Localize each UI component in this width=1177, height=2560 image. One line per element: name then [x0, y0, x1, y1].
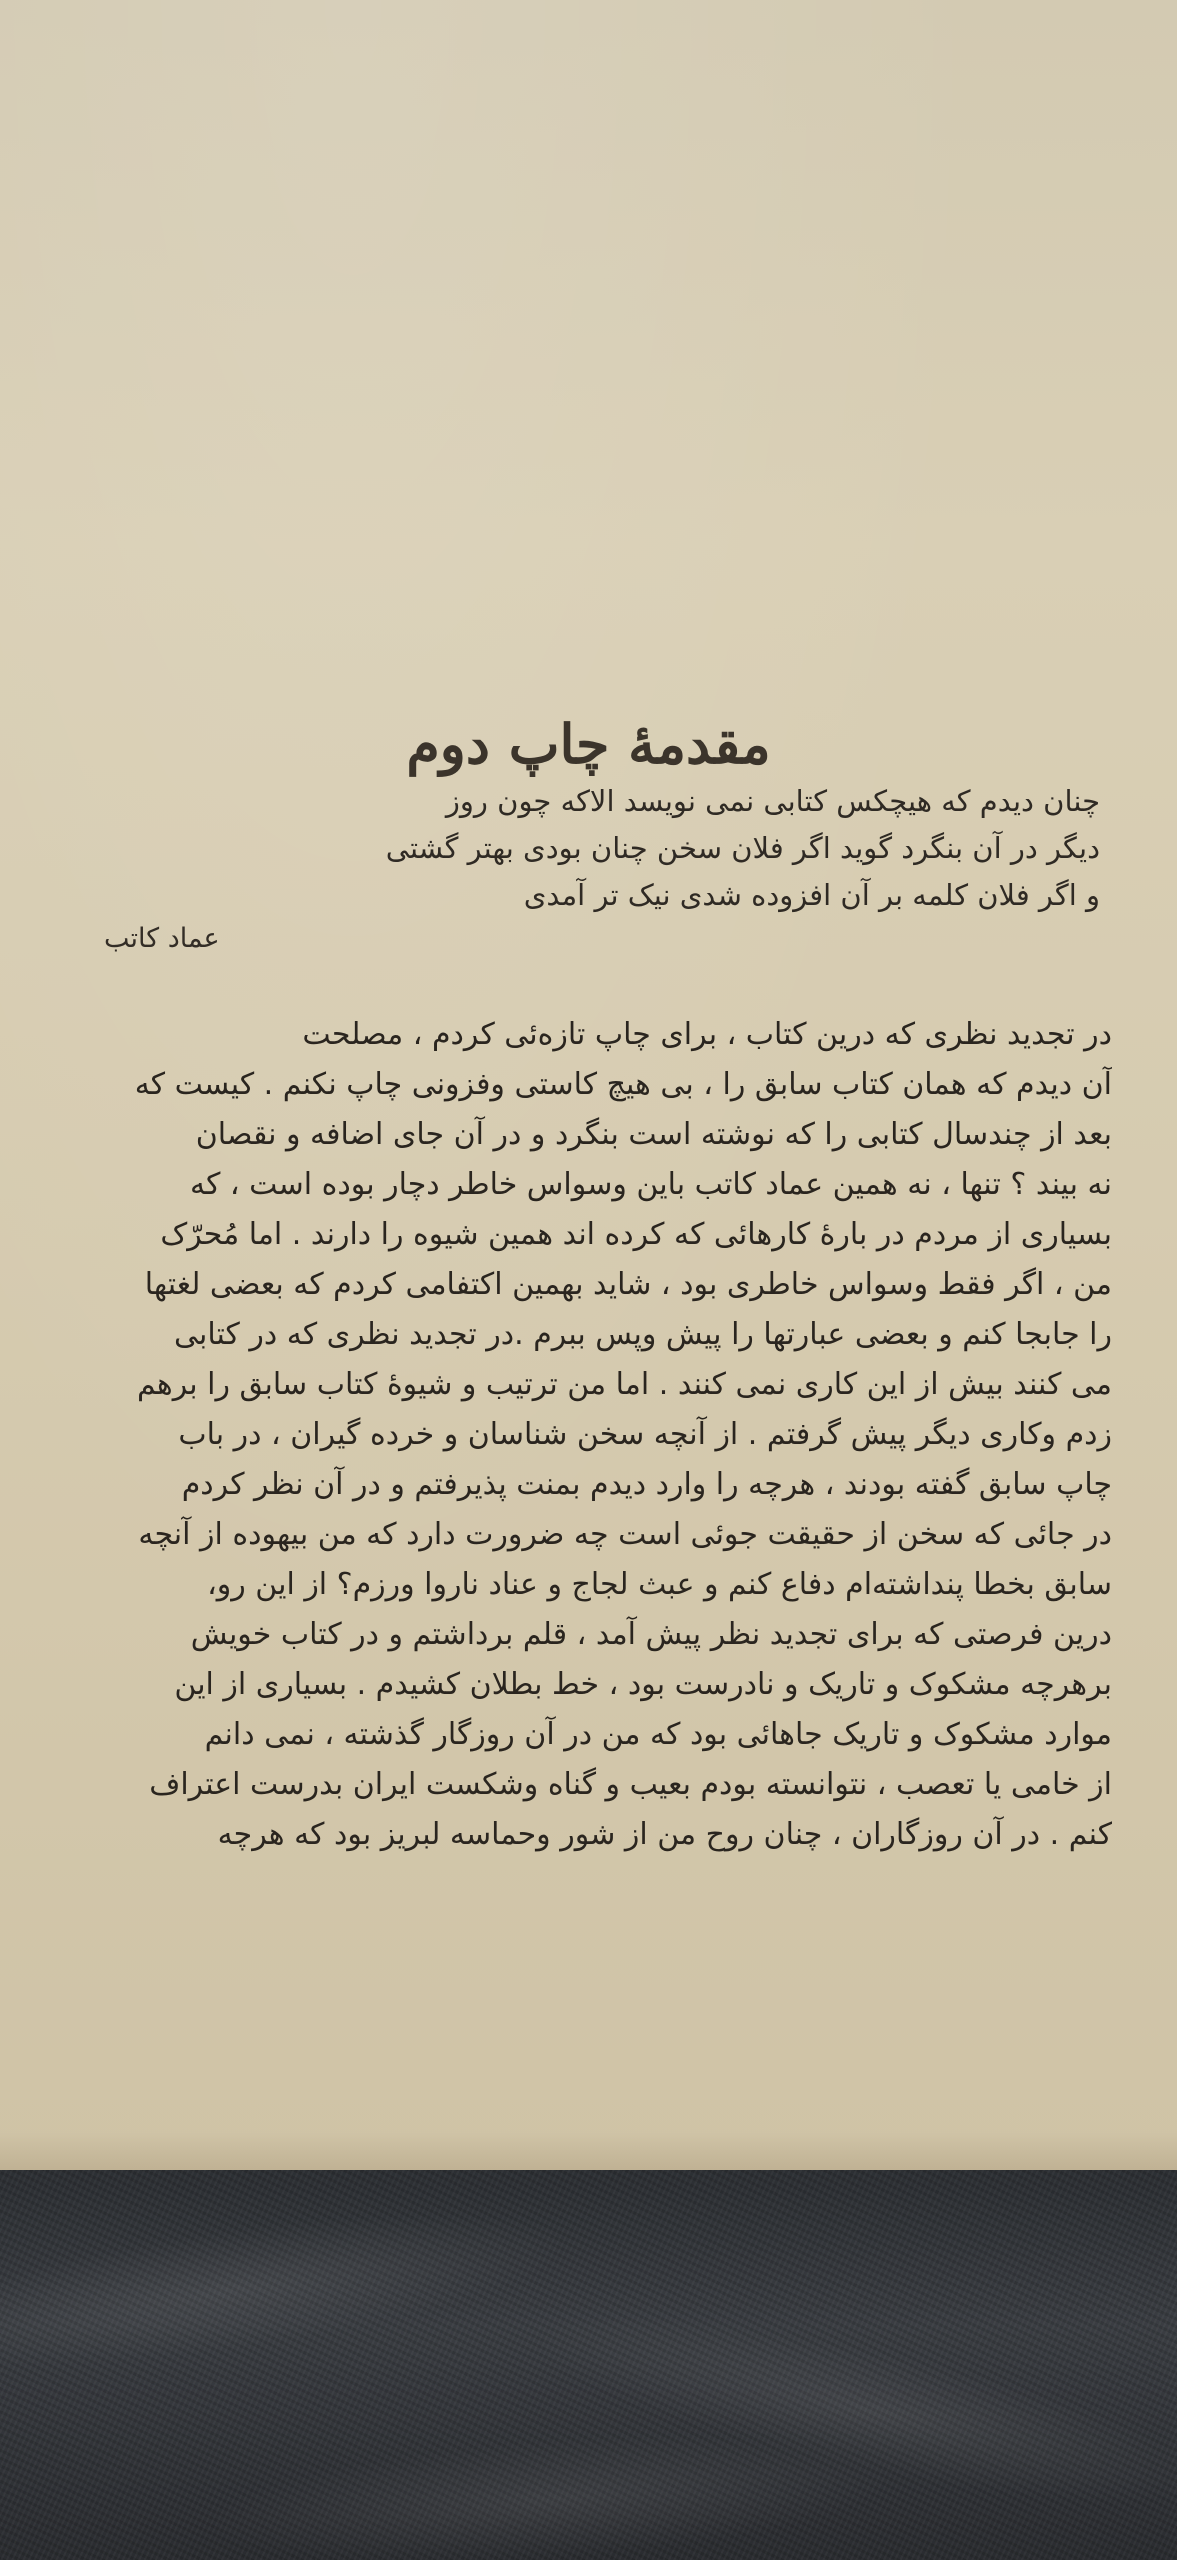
body-paragraph — [66, 1010, 1112, 1860]
body-line: درین فرصتی که برای تجدید نظر پیش آمد ، قلم برداشتم و در کتاب خویش — [190, 1617, 1112, 1652]
body-line: موارد مشکوک و تاریک جاهائی بود که من در آن روزگار گذشته ، نمی دانم — [204, 1717, 1112, 1752]
epigraph — [60, 778, 1100, 919]
body-line: را جابجا کنم و بعضی عبارتها را پیش وپس ببرم .در تجدید نظری که در کتابی — [174, 1317, 1112, 1352]
body-line: نه بیند ؟ تنها ، نه همین عماد کاتب باین وسواس خاطر دچار بوده است ، که — [190, 1167, 1112, 1202]
body-line: من ، اگر فقط وسواس خاطری بود ، شاید بهمین اکتفامی کردم که بعضی لغتها — [144, 1267, 1112, 1302]
body-line: زدم وکاری دیگر پیش گرفتم . از آنچه سخن شناسان و خرده گیران ، در باب — [178, 1417, 1112, 1452]
body-line: بسیاری از مردم در بارهٔ کارهائی که کرده اند همین شیوه را دارند . اما مُحرّک — [160, 1217, 1112, 1252]
body-line: می کنند بیش از این کاری نمی کنند . اما من ترتیب و شیوهٔ کتاب سابق را برهم — [136, 1367, 1112, 1402]
page-title: مقدمهٔ چاپ دوم — [406, 712, 771, 776]
epigraph-line: چنان دیدم که هیچکس کتابی نمی نویسد الاکه چون روز — [445, 784, 1100, 818]
epigraph-line: دیگر در آن بنگرد گوید اگر فلان سخن چنان بودی بهتر گشتی — [385, 831, 1100, 865]
body-line: سابق بخطا پنداشته‌ام دفاع کنم و عبث لجاج و عناد ناروا ورزم؟ از این رو، — [207, 1567, 1112, 1602]
epigraph-line: و اگر فلان کلمه بر آن افزوده شدی نیک تر آمدی — [523, 878, 1100, 912]
body-line: بعد از چندسال کتابی را که نوشته است بنگرد و در آن جای اضافه و نقصان — [195, 1117, 1112, 1152]
body-line: برهرچه مشکوک و تاریک و نادرست بود ، خط بطلان کشیدم . بسیاری از این — [174, 1667, 1112, 1702]
epigraph-attribution: عماد کاتب — [104, 923, 220, 954]
fabric-fold — [0, 2182, 585, 2398]
body-line: آن دیدم که همان کتاب سابق را ، بی هیچ کاستی وفزونی چاپ نکنم . کیست که — [134, 1067, 1112, 1102]
body-line: چاپ سابق گفته بودند ، هرچه را وارد دیدم بمنت پذیرفتم و در آن نظر کردم — [181, 1467, 1112, 1502]
body-line: در جائی که سخن از حقیقت جوئی است چه ضرورت دارد که من بیهوده از آنچه — [138, 1517, 1112, 1552]
fabric-background — [0, 2170, 1177, 2560]
body-line: در تجدید نظری که درین کتاب ، برای چاپ تازه‌ئی کردم ، مصلحت — [302, 1017, 1112, 1052]
body-line: از خامی یا تعصب ، نتوانسته بودم بعیب و گناه وشکست ایران بدرست اعتراف — [149, 1767, 1112, 1802]
body-line: کنم . در آن روزگاران ، چنان روح من از شور وحماسه لبریز بود که هرچه — [217, 1817, 1112, 1852]
